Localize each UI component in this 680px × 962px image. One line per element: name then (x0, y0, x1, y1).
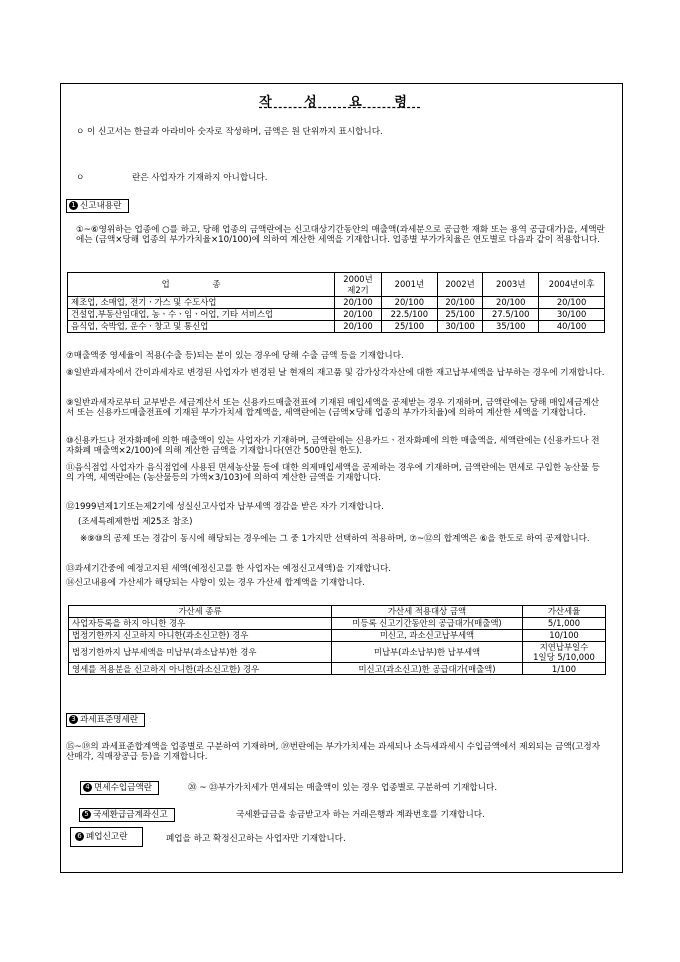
table-cell: 법정기한까지 신고하지 아니한(과소신고한) 경우 (69, 630, 332, 642)
section-3-label (66, 713, 145, 727)
rate-line: 1일당 5/10,000 (533, 652, 595, 663)
table-cell: 5/1,000 (523, 618, 606, 630)
table-row (69, 630, 606, 642)
blank-note: 란은 사업자가 기재하지 아니합니다. (132, 173, 268, 183)
rate-table (67, 272, 605, 333)
table-row (69, 663, 606, 675)
table-cell: 30/100 (437, 321, 483, 333)
table-row (69, 642, 606, 663)
section-title: 면세수입금액란 (94, 783, 153, 793)
table-row (68, 309, 605, 321)
table-header: 가산세율 (523, 606, 606, 618)
table-header-row (68, 273, 605, 297)
section-4-label (80, 781, 159, 795)
blank-note-bullet: ㅇ (76, 173, 85, 183)
para-a: ①~⑥영위하는 업종에 ○를 하고, 당해 업종의 금액란에는 신고대상기간동안의 매출액(과세분으로 공급한 재화 또는 용역 공급대가)을, 세액란에는 (금액×당해 업종의 부가가치율×10/100)에 의하여 계산한 세액을 기재합니다. 업종별 부가가치율은 연도별로 다음과 같이 적용합니다. (76, 225, 605, 246)
asterisk-note: ※⑨⑩의 공제 또는 경감이 동시에 해당되는 경우에는 그 중 1가지만 선택하여 적용하며, ⑦~⑫의 합계액은 ⑥을 한도로 하여 공제합니다. (80, 534, 590, 544)
rate-line: 지연납부일수 (539, 642, 589, 652)
table-row (68, 321, 605, 333)
table-header: 가산세 종류 (69, 606, 332, 618)
table-header: 2000년 제2기 (335, 273, 382, 297)
section-4-text: ⑳ ~ ㉓부가가치세가 면세되는 매출액이 있는 경우 업종별로 구분하여 기재합니다. (188, 783, 498, 793)
section-1-label (66, 199, 129, 213)
section-number-icon: 5 (82, 810, 91, 819)
section-6-label (70, 827, 143, 847)
table-cell: 미등록 신고기간동안의 공급대가(매출액) (332, 618, 523, 630)
section-title: 신고내용란 (80, 201, 122, 211)
intro-text: ㅇ 이 신고서는 한글과 아라비아 숫자로 작성하며, 금액은 원 단위까지 표시합니다. (76, 127, 383, 137)
table-cell: 35/100 (483, 321, 539, 333)
table-row (68, 297, 605, 309)
penalty-table (68, 605, 606, 675)
table-cell: 법정기한까지 납부세액을 미납부(과소납부)한 경우 (69, 642, 332, 663)
section-5-label (79, 808, 175, 822)
section-5-text: 국세환급금을 송금받고자 하는 거래은행과 계좌번호를 기재합니다. (236, 810, 485, 820)
section-number-icon: 3 (69, 715, 78, 724)
section-6-text: 폐업을 하고 확정신고하는 사업자만 기재합니다. (166, 834, 346, 844)
table-cell: 음식업, 숙박업, 운수ㆍ창고 및 통신업 (68, 321, 335, 333)
table-cell: 40/100 (539, 321, 605, 333)
note-7: ⑦매출액중 영세율이 적용(수출 등)되는 분이 있는 경우에 당해 수출 금액 등을 기재합니다. (66, 351, 404, 361)
table-cell: 미납부(과소납부)한 납부세액 (332, 642, 523, 663)
table-cell: 20/100 (483, 297, 539, 309)
section-number-icon: 4 (83, 783, 92, 792)
note-8: ⑧일반과세자에서 간이과세자로 변경된 사업자가 변경된 날 현재의 재고품 및 감가상각자산에 대한 재고납부세액을 납부하는 경우에 기재합니다. (66, 368, 605, 378)
table-cell: 25/100 (382, 321, 438, 333)
table-cell: 제조업, 소매업, 전기ㆍ가스 및 수도사업 (68, 297, 335, 309)
note-12: ⑫1999년제1기또는제2기에 성실신고사업자 납부세액 경감을 받은 자가 기재합니다. (66, 502, 384, 512)
table-cell: 20/100 (335, 321, 382, 333)
table-header: 2002년 (437, 273, 483, 297)
table-cell: 22.5/100 (382, 309, 438, 321)
note-10: ⑩신용카드나 전자화폐에 의한 매출액이 있는 사업자가 기재하며, 금액란에는 신용카드ㆍ전자화폐에 의한 매출액을, 세액란에는 (신용카드나 전자화폐 매출액×2/100)에 의해 계산한 금액을 기재합니다(연간 500만원 한도). (66, 436, 600, 457)
table-header: 업 종 (68, 273, 335, 297)
table-cell: 20/100 (382, 297, 438, 309)
table-cell: 1/100 (523, 663, 606, 675)
table-cell: 미신고(과소신고)한 공급대가(매출액) (332, 663, 523, 675)
table-header: 2003년 (483, 273, 539, 297)
section-number-icon: 6 (75, 832, 84, 841)
note-11: ⑪음식점업 사업자가 음식점업에 사용된 면세농산물 등에 대한 의제매입세액을 공제하는 경우에 기재하며, 금액란에는 면세로 구입한 농산물 등의 가액, 세액란에는 (농산물등의 가액×3/103)에 의하여 계산한 금액을 기재합니다. (66, 463, 600, 484)
table-cell: 미신고, 과소신고납부세액 (332, 630, 523, 642)
table-cell: 사업자등록을 하지 아니한 경우 (69, 618, 332, 630)
table-header-row (69, 606, 606, 618)
table-row (69, 618, 606, 630)
table-cell: 20/100 (539, 297, 605, 309)
table-cell: 영세를 적용분을 신고하지 아니한(과소신고한) 경우 (69, 663, 332, 675)
note-13: ⑬과세기간중에 예정고지된 세액(예정신고를 한 사업자는 예정신고세액)을 기재합니다. (66, 564, 391, 574)
table-cell: 20/100 (335, 297, 382, 309)
table-header: 2001년 (382, 273, 438, 297)
table-cell: 20/100 (437, 297, 483, 309)
table-cell: 10/100 (523, 630, 606, 642)
note-9: ⑨일반과세자로부터 교부받은 세금계산서 또는 신용카드매출전표에 기재된 매입세액을 공제받는 경우 기재하며, 금액란에는 당해 매입세금계산서 또는 신용카드매출전표에 기재된 부가가치세 합계액을, 세액란에는 (금액×당해 업종의 부가가치율)에 의하여 계산한 세액을 기재합니다. (66, 398, 600, 419)
table-header: 가산세 적용대상 금액 (332, 606, 523, 618)
section-title: 폐업신고란 (86, 832, 128, 842)
table-cell (523, 642, 606, 663)
table-cell: 27.5/100 (483, 309, 539, 321)
page-title: 작 성 요 령 (259, 95, 421, 110)
section-title: 과세표준명세란 (80, 715, 139, 725)
section-title: 국세환급금계좌신고 (93, 810, 168, 820)
table-cell: 건설업,부동산임대업, 농ㆍ수ㆍ임ㆍ어업, 기타 서비스업 (68, 309, 335, 321)
section-3-text: ⑮~⑲의 과세표준합계액을 업종별로 구분하여 기재하며, ⑲번란에는 부가가치세는 과세되나 소득세과세시 수입금액에서 제외되는 금액(고정자산매각, 직매장공급 등)을 기재합니다. (66, 742, 601, 763)
note-14: ⑭신고내용에 가산세가 해당되는 사항이 있는 경우 가산세 합계액을 기재합니다. (66, 578, 365, 588)
table-cell: 20/100 (335, 309, 382, 321)
table-cell: 25/100 (437, 309, 483, 321)
law-reference: (조세특례제한법 제25조 참조) (78, 517, 193, 527)
table-header: 2004년이후 (539, 273, 605, 297)
section-number-icon: 1 (69, 201, 78, 210)
table-cell: 30/100 (539, 309, 605, 321)
